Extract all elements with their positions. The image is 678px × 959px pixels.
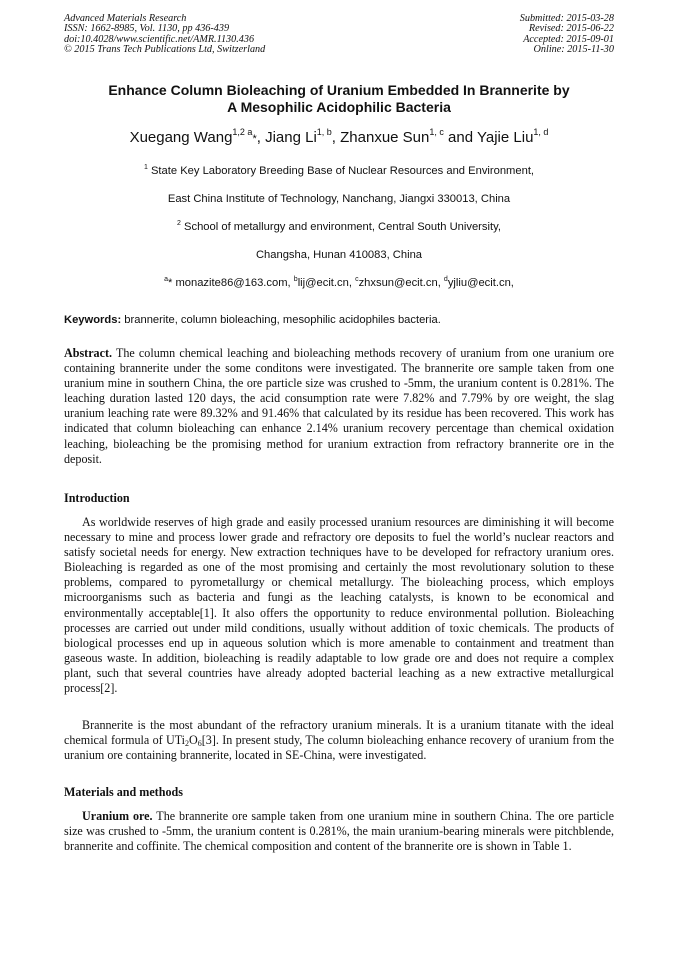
email-address: lij@ecit.cn, (297, 277, 356, 289)
introduction-paragraph-1: As worldwide reserves of high grade and easily processed uranium resources are diminishing it will become necessary to mine and process lower grade and refractory ore deposits to fuel the world’s nuclear reactors and satisfy societal needs for energy. New extraction techniques have to be developed for refractory uranium ores. Bioleaching is regarded as one of the most promising and certainly the most revolutionary solution to these problems, compared to pyrometallurgy or chemical metallurgy. The bioleaching process, which employs microorganisms such as bacteria and fungi as the leaching catalysts, is known to be economical and environmentally acceptable[1]. It also offers the opportunity to reduce environmental pollution. Bioleaching processes are carried out under mild conditions, usually without addition of toxic chemicals. The products of biological processes end up in aqueous solution which is more amenable to containment and treatment than gaseous waste. In addition, bioleaching is readily adaptable to low grade ore and does not require a complex plant, such that several countries have already adopted bacterial leaching as a new extractive metallurgical process[2]. (64, 515, 614, 696)
title-line-2: A Mesophilic Acidophilic Bacteria (227, 99, 451, 115)
introduction-paragraph-2 (64, 718, 614, 763)
author-affiliation-mark: 1, d (533, 127, 549, 137)
author-name: , Jiang Li (256, 129, 317, 146)
paragraph-text: Brannerite is the most abundant of the refractory uranium minerals. It is a uranium titanate with the ideal chemical formula of UTi (64, 718, 614, 748)
author-affiliation-mark: 1,2 a (232, 127, 253, 137)
keywords-text: brannerite, column bioleaching, mesophilic acidophiles bacteria. (121, 314, 441, 326)
affiliation-text: State Key Laboratory Breeding Base of Nuclear Resources and Environment, (147, 165, 535, 177)
email-address: yjliu@ecit.cn, (447, 277, 514, 289)
abstract-label: Abstract. (64, 346, 113, 360)
paper-title (64, 82, 614, 116)
submitted-date: Submitted: 2015-03-28 (519, 13, 614, 24)
author-affiliation-mark: 1, c (429, 127, 444, 137)
title-line-1: Enhance Column Bioleaching of Uranium Embedded In Brannerite by (108, 82, 570, 98)
email-mark: b (293, 276, 298, 283)
subsection-label: Uranium ore. (82, 809, 153, 823)
keywords-label: Keywords: (64, 314, 122, 326)
doi-line: doi:10.4028/www.scientific.net/AMR.1130.436 (64, 33, 255, 45)
subscript: 2 (185, 739, 190, 749)
affiliation-1 (64, 164, 614, 178)
publication-dates (520, 14, 614, 56)
author-name: Xuegang Wang (129, 129, 233, 146)
author-list (64, 129, 614, 148)
affiliation-text: School of metallurgy and environment, Central South University, (180, 221, 501, 233)
copyright-line: © 2015 Trans Tech Publications Ltd, Switzerland (64, 44, 266, 56)
author-name: and Yajie Liu (443, 129, 534, 146)
journal-info (64, 14, 265, 56)
author-affiliation-mark: 1, b (316, 127, 332, 137)
introduction-heading: Introduction (64, 491, 130, 505)
affiliation-2-address: Changsha, Hunan 410083, China (255, 249, 423, 261)
email-mark: a (164, 276, 168, 283)
keywords (64, 313, 614, 327)
affiliation-2 (64, 220, 614, 234)
corresponding-mark: * (252, 133, 257, 145)
materials-heading: Materials and methods (64, 785, 183, 799)
revised-date: Revised: 2015-06-22 (528, 23, 614, 35)
journal-name: Advanced Materials Research (64, 13, 187, 24)
abstract (64, 346, 614, 467)
email-mark: d (443, 276, 448, 283)
affiliation-1-address: East China Institute of Technology, Nanchang, Jiangxi 330013, China (167, 193, 511, 205)
email-address: zhxsun@ecit.cn, (358, 277, 444, 289)
issn-line: ISSN: 1662-8985, Vol. 1130, pp 436-439 (64, 23, 230, 35)
email-address: * monazite86@163.com, (167, 277, 294, 289)
online-date: Online: 2015-11-30 (533, 44, 614, 56)
paragraph-text: O (189, 733, 198, 748)
email-mark: c (355, 276, 359, 283)
subscript: 6 (197, 739, 202, 749)
accepted-date: Accepted: 2015-09-01 (523, 33, 614, 45)
abstract-text: The column chemical leaching and bioleaching methods recovery of uranium from one uranium ore containing brannerite under the some conditons were investigated. The brannerite ore sample taken from one uranium mine in southern China, the ore particle size was crushed to -5mm, the uranium content is 0.281%. The leaching duration lasted 120 days, the acid consumption rate were 7.82% and 7.79% by ore weight, the slag uranium leaching rate were 89.32% and 91.46% that calculated by its residue has been recovered. This work has indicated that column bioleaching can enhance 2.14% uranium recovery percentage than chemical oxidation leaching, bioleaching be the promising method for uranium extraction from refractory brannerite ore in the deposit. (64, 346, 614, 466)
email-list (64, 276, 614, 290)
author-name: , Zhanxue Sun (331, 129, 430, 146)
affiliation-number: 2 (177, 220, 181, 227)
paragraph-text: The brannerite ore sample taken from one uranium mine in southern China. The ore particle size was crushed to -5mm, the uranium content is 0.281%, the main uranium-bearing minerals were pitchblende, brannerite and coffinite. The chemical composition and content of the brannerite ore is shown in Table 1. (64, 809, 614, 854)
paragraph-text: [3]. In present study, The column bioleaching enhance recovery of uranium from the uranium ore containing brannerite, located in SE-China, were investigated. (64, 733, 614, 763)
materials-paragraph (64, 809, 614, 854)
affiliation-number: 1 (143, 164, 148, 171)
